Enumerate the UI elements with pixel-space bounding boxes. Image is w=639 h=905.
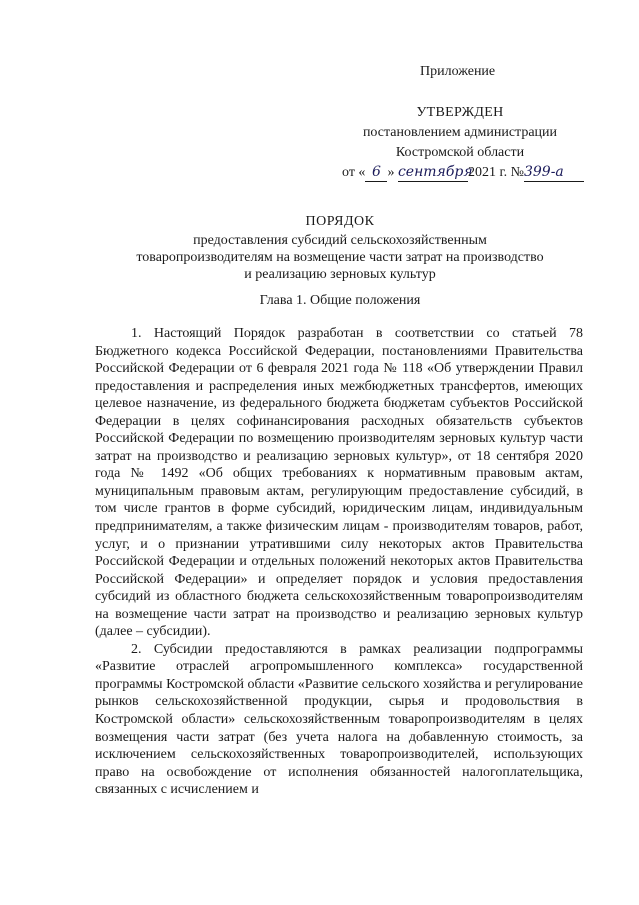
appendix-label: Приложение bbox=[420, 64, 496, 79]
approved-line-1: постановлением администрации bbox=[362, 125, 558, 140]
body-text bbox=[95, 325, 583, 799]
approval-date-line bbox=[330, 163, 590, 183]
title-line-1: предоставления субсидий сельскохозяйственным bbox=[193, 233, 487, 248]
chapter-heading: Глава 1. Общие положения bbox=[259, 293, 421, 308]
approved-heading: УТВЕРЖДЕН bbox=[416, 105, 504, 120]
document-title: ПОРЯДОК bbox=[305, 214, 375, 229]
document-title-block bbox=[60, 213, 620, 283]
title-line-3: и реализацию зерновых культур bbox=[244, 267, 436, 282]
date-mid: » bbox=[387, 165, 395, 180]
approval-block bbox=[330, 103, 590, 183]
approved-line-2: Костромской области bbox=[395, 145, 525, 160]
date-prefix: от « bbox=[342, 165, 366, 180]
handwritten-month: сентября bbox=[397, 164, 473, 180]
date-year: 2021 г. № bbox=[467, 165, 524, 180]
handwritten-number: 399-а bbox=[524, 163, 584, 182]
handwritten-day: 6 bbox=[365, 163, 387, 182]
paragraph-2: 2. Субсидии предоставляются в рамках реализации подпрограммы «Развитие отраслей агропромышленного комплекса» государственной программы Костромской области «Развитие сельского хозяйства и регулирование рынков сельскохозяйственной продукции, сырья и продовольствия в Костромской области» сельскохозяйственным товаропроизводителям в целях возмещения части затрат (без учета налога на добавленную стоимость, за исключением сельскохозяйственных товаропроизводителей, использующих право на освобождение от исполнения обязанностей налогоплательщика, связанных с исчислением и bbox=[95, 641, 583, 798]
title-line-2: товаропроизводителям на возмещение части затрат на производство bbox=[136, 250, 544, 265]
paragraph-1: 1. Настоящий Порядок разработан в соответствии со статьей 78 Бюджетного кодекса Российской Федерации, постановлениями Правительства Российской Федерации от 6 февраля 2021 года № 118 «Об утверждении Правил предоставления и распределения иных межбюджетных трансфертов, имеющих целевое назначение, из федерального бюджета бюджетам субъектов Российской Федерации в целях софинансирования расходных обязательств субъектов Российской Федерации по возмещению производителям зерновых культур части затрат на производство и реализацию зерновых культур», от 18 сентября 2020 года № 1492 «Об общих требованиях к нормативным правовым актам, муниципальным правовым актам, регулирующим предоставление субсидий, в том числе грантов в форме субсидий, юридическим лицам, индивидуальным предпринимателям, а также физическим лицам - производителям товаров, работ, услуг, и о признании утратившими силу некоторых актов Правительства Российской Федерации и отдельных положений некоторых актов Правительства Российской Федерации» и определяет порядок и условия предоставления субсидий из областного бюджета сельскохозяйственным товаропроизводителям на возмещение части затрат на производство и реализацию зерновых культур (далее – субсидии). bbox=[95, 326, 583, 640]
